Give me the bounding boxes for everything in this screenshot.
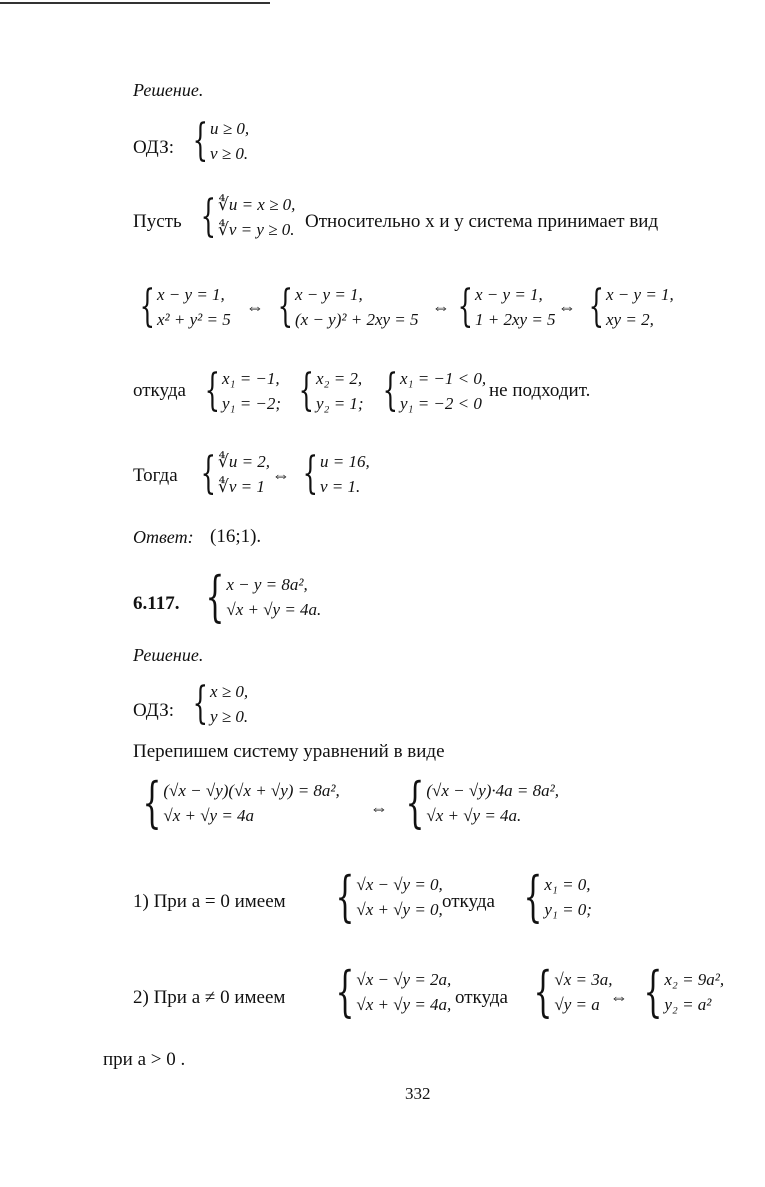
then-system-2: { u = 16, v = 1. [302,448,370,499]
answer-value: (16;1). [210,526,262,547]
problem-number: 6.117. [133,593,180,614]
odz-label-1: ОДЗ: [133,137,175,158]
equiv-arrow: ⇔ [272,465,290,485]
equiv-arrow: ⇔ [432,297,450,317]
equiv-arrow: ⇔ [558,297,576,317]
chain-system-1: { x − y = 1, x² + y² = 5 [139,281,231,332]
let-system: { ∜u = x ≥ 0, ∜v = y ≥ 0. [200,191,296,242]
case-1-result: { x₁ = 0, y₁ = 0; [523,865,592,928]
whence-label: откуда [133,380,186,401]
rewrite-text: Перепишем систему уравнений в виде [133,741,445,762]
chain-system-3: { x − y = 1, 1 + 2xy = 5 [457,281,556,332]
page-number: 332 [405,1084,431,1103]
case-2-whence: откуда [455,987,508,1008]
solution-heading-2: Решение. [133,645,204,665]
rewrite-system-1: { (√x − √y)(√x + √y) = 8a², √x + √y = 4a [142,771,340,834]
case-2-system: { √x − √y = 2a, √x + √y = 4a, [335,960,452,1023]
case-2-label: 2) При a ≠ 0 имеем [133,987,286,1008]
chain-system-4: { x − y = 1, xy = 2, [588,281,674,332]
rewrite-system-2: { (√x − √y)·4a = 8a², √x + √y = 4a. [405,771,559,834]
let-label: Пусть [133,211,182,232]
not-fit-text: не подходит. [489,380,591,401]
whence-system-1: { x₁ = −1, y₁ = −2; [204,365,282,416]
case-2-result: { x₂ = 9a², y₂ = a² [643,960,725,1023]
case-1-whence: откуда [442,891,495,912]
odz-system-2: { x ≥ 0, y ≥ 0. [192,678,249,729]
top-rule [0,2,270,4]
odz-system-1: { u ≥ 0, v ≥ 0. [192,115,250,166]
equiv-arrow: ⇔ [610,987,628,1007]
then-system-1: { ∜u = 2, ∜v = 1 [200,448,271,499]
solution-heading-1: Решение. [133,80,204,100]
case-1-system: { √x − √y = 0, √x + √y = 0, [335,865,443,928]
whence-system-3: { x₁ = −1 < 0, y₁ = −2 < 0 [382,365,487,416]
final-line: при a > 0 . [103,1049,186,1070]
then-label: Тогда [133,465,178,486]
odz-label-2: ОДЗ: [133,700,175,721]
relative-text: Относительно x и y система принимает вид [305,211,659,232]
equiv-arrow: ⇔ [246,297,264,317]
case-1-label: 1) При a = 0 имеем [133,891,286,912]
chain-system-2: { x − y = 1, (x − y)² + 2xy = 5 [277,281,419,332]
problem-system: { x − y = 8a², √x + √y = 4a. [205,565,322,628]
answer-label: Ответ: [133,527,194,547]
case-2-system-b: { √x = 3a, √y = a [533,960,613,1023]
brace: { [192,115,208,166]
whence-system-2: { x₂ = 2, y₂ = 1; [298,365,364,416]
brace: { [200,191,216,242]
equiv-arrow: ⇔ [370,798,388,818]
